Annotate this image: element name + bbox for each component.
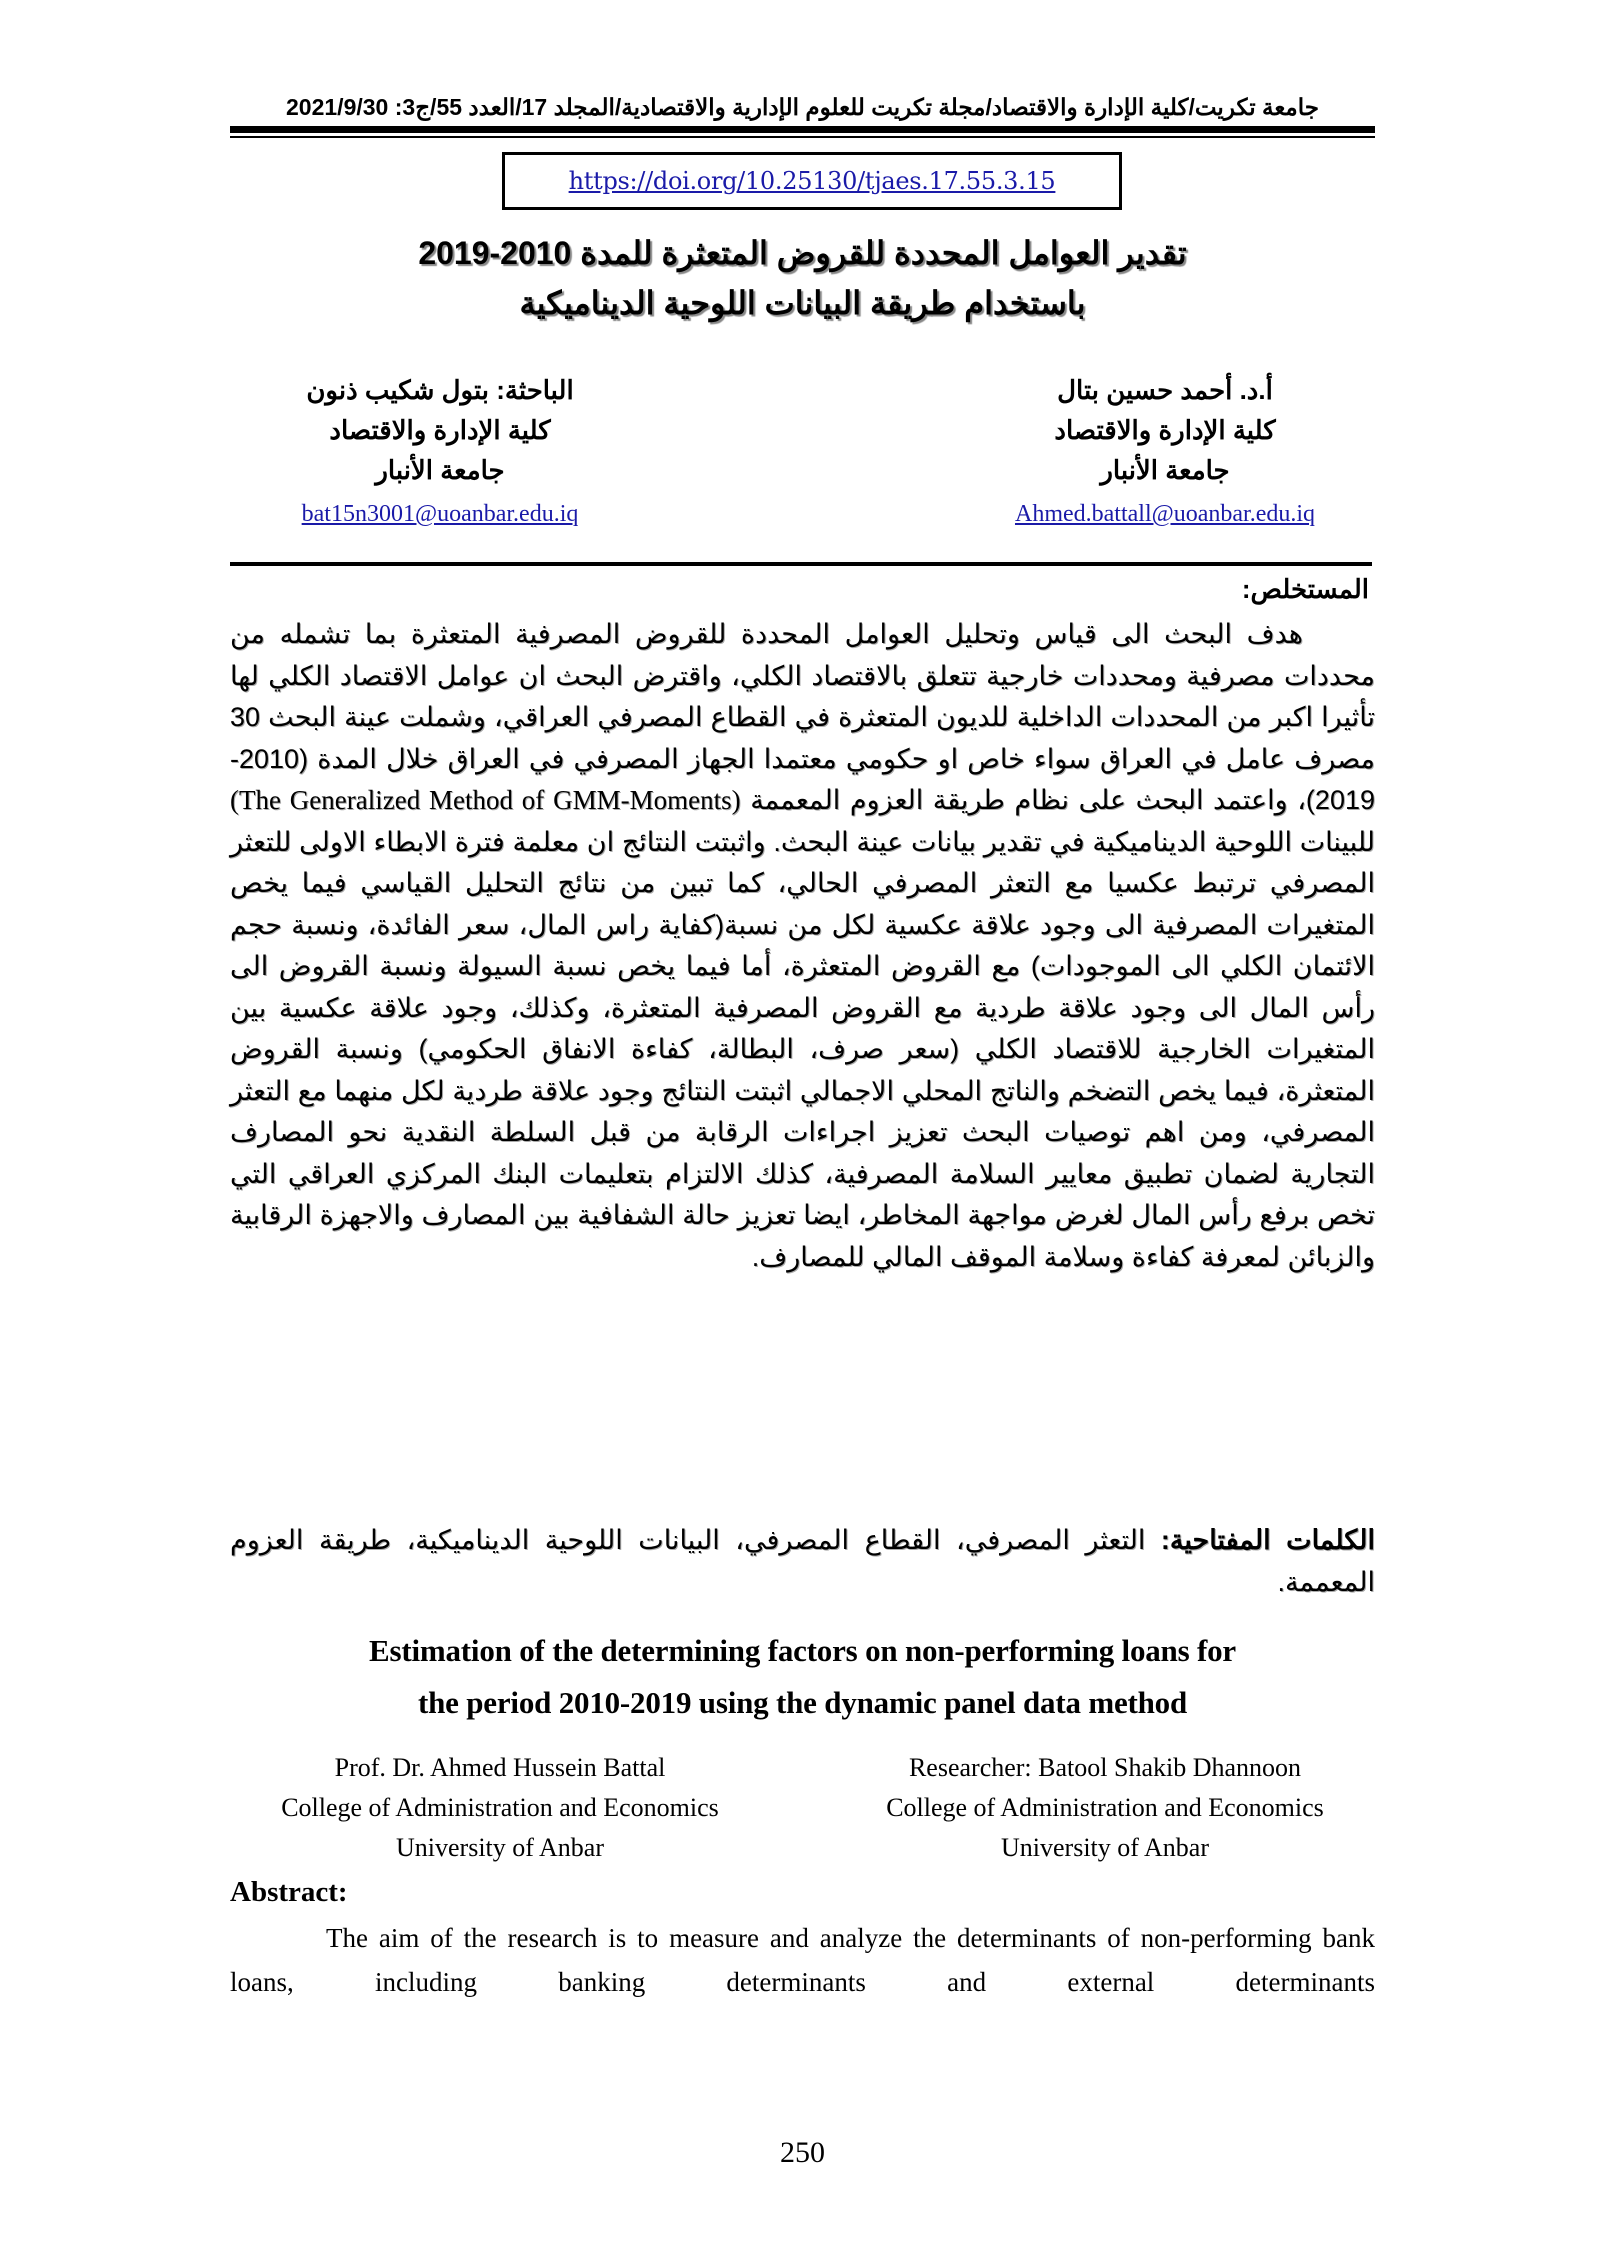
english-title-line-1: Estimation of the determining factors on non-performing loans for — [369, 1633, 1236, 1668]
keywords-list: التعثر المصرفي، القطاع المصرفي، البيانات اللوحية الديناميكية، طريقة العزوم المعممة. — [230, 1525, 1375, 1597]
author-college: كلية الإدارة والاقتصاد — [1054, 415, 1276, 445]
arabic-title — [230, 228, 1375, 328]
author-name: Prof. Dr. Ahmed Hussein Battal — [334, 1753, 666, 1782]
header-rule-thin — [230, 136, 1375, 138]
keywords-label: الكلمات المفتاحية: — [1160, 1525, 1375, 1555]
header-rule-thick — [230, 126, 1375, 133]
arabic-keywords — [230, 1520, 1375, 1603]
arabic-title-line-2: باستخدام طريقة البيانات اللوحية الديناميكية — [519, 285, 1086, 321]
arabic-abstract-part-1: هدف البحث الى قياس وتحليل العوامل المحددة للقروض المصرفية المتعثرة بما تشمله من محددات مصرفية ومحددات خارجية تتعلق بالاقتصاد الكلي، واقترض البحث ان عوامل الاقتصاد الكلي لها تأثيرا اكبر من المحددات الداخلية للديون المتعثرة في القطاع المصرفي العراقي، وشملت عينة البحث 30 مصرف عامل في العراق سواء خاص او حكومي معتمدا الجهاز المصرفي في العراق خلال المدة (2010-2019)، واعتمد البحث على نظام طريقة العزوم المعممة — [230, 619, 1375, 815]
english-abstract-body — [230, 1916, 1375, 2004]
author-college: College of Administration and Economics — [886, 1793, 1324, 1822]
author-university: University of Anbar — [1001, 1833, 1209, 1862]
english-title-line-2: the period 2010-2019 using the dynamic panel data method — [417, 1685, 1188, 1720]
arabic-author-1 — [955, 370, 1375, 534]
arabic-abstract-heading: المستخلص: — [1241, 574, 1369, 604]
arabic-abstract-part-2: للبينات اللوحية الديناميكية في تقدير بيانات عينة البحث. واثبتت النتائج ان معلمة فترة الابطاء الاولى للتعثر المصرفي ترتبط عكسيا مع التعثر المصرفي الحالي، كما تبين من نتائج التحليل القياسي فيما يخص المتغيرات المصرفية الى وجود علاقة عكسية لكل من نسبة(كفاية راس المال، سعر الفائدة، ونسبة حجم الائتمان الكلي الى الموجودات) مع القروض المتعثرة، أما فيما يخص نسبة السيولة ونسبة القروض الى رأس المال الى وجود علاقة طردية مع القروض المصرفية المتعثرة، وكذلك، وجود علاقة عكسية بين المتغيرات الخارجية للاقتصاد الكلي (سعر صرف، البطالة، كفاءة الانفاق الحكومي) ونسبة القروض المتعثرة، فيما يخص التضخم والناتج المحلي الاجمالي اثبتت النتائج وجود علاقة طردية لكل منهما مع التعثر المصرفي، ومن اهم توصيات البحث تعزيز اجراءات الرقابة من قبل السلطة النقدية نحو المصارف التجارية لضمان تطبيق معايير السلامة المصرفية، كذلك الالتزام بتعليمات البنك المركزي العراقي التي تخص برفع رأس المال لغرض مواجهة المخاطر، ايضا تعزيز حالة الشفافية بين المصارف والاجهزة الرقابية والزبائن لمعرفة كفاءة وسلامة الموقف المالي للمصارف. — [230, 826, 1375, 1272]
arabic-abstract-latin-term: (The Generalized Method of GMM-Moments) — [230, 785, 741, 815]
doi-link[interactable]: https://doi.org/10.25130/tjaes.17.55.3.15 — [568, 167, 1056, 195]
author-email-link[interactable]: Ahmed.battall@uoanbar.edu.iq — [1014, 501, 1316, 527]
english-abstract-text: The aim of the research is to measure and analyze the determinants of non-performing bank loans, including banking determinants and external determinants — [230, 1923, 1375, 1997]
page-number: 250 — [780, 2136, 825, 2169]
arabic-author-2 — [230, 370, 650, 534]
author-email-link[interactable]: bat15n3001@uoanbar.edu.iq — [301, 501, 579, 527]
author-university: University of Anbar — [396, 1833, 604, 1862]
author-name: Researcher: Batool Shakib Dhannoon — [908, 1753, 1302, 1782]
arabic-authors — [230, 370, 1375, 534]
author-college: كلية الإدارة والاقتصاد — [329, 415, 551, 445]
arabic-abstract-body — [230, 614, 1375, 1278]
author-name: الباحثة: بتول شكيب ذنون — [306, 375, 574, 405]
doi-box — [502, 152, 1122, 210]
english-authors — [230, 1748, 1375, 1868]
english-author-1 — [230, 1748, 770, 1868]
english-abstract-heading: Abstract: — [230, 1876, 348, 1908]
english-author-2 — [835, 1748, 1375, 1868]
arabic-title-line-1: تقدير العوامل المحددة للقروض المتعثرة للمدة 2010-2019 — [418, 235, 1187, 271]
running-header: جامعة تكريت/كلية الإدارة والاقتصاد/مجلة تكريت للعلوم الإدارية والاقتصادية/المجلد 17/العدد 55/ج3: 2021/9/30 — [286, 94, 1319, 120]
english-title — [230, 1625, 1375, 1729]
author-university: جامعة الأنبار — [1100, 455, 1230, 485]
author-name: أ.د. أحمد حسين بتال — [1057, 375, 1273, 405]
author-college: College of Administration and Economics — [281, 1793, 719, 1822]
author-university: جامعة الأنبار — [375, 455, 505, 485]
section-divider — [230, 562, 1372, 566]
